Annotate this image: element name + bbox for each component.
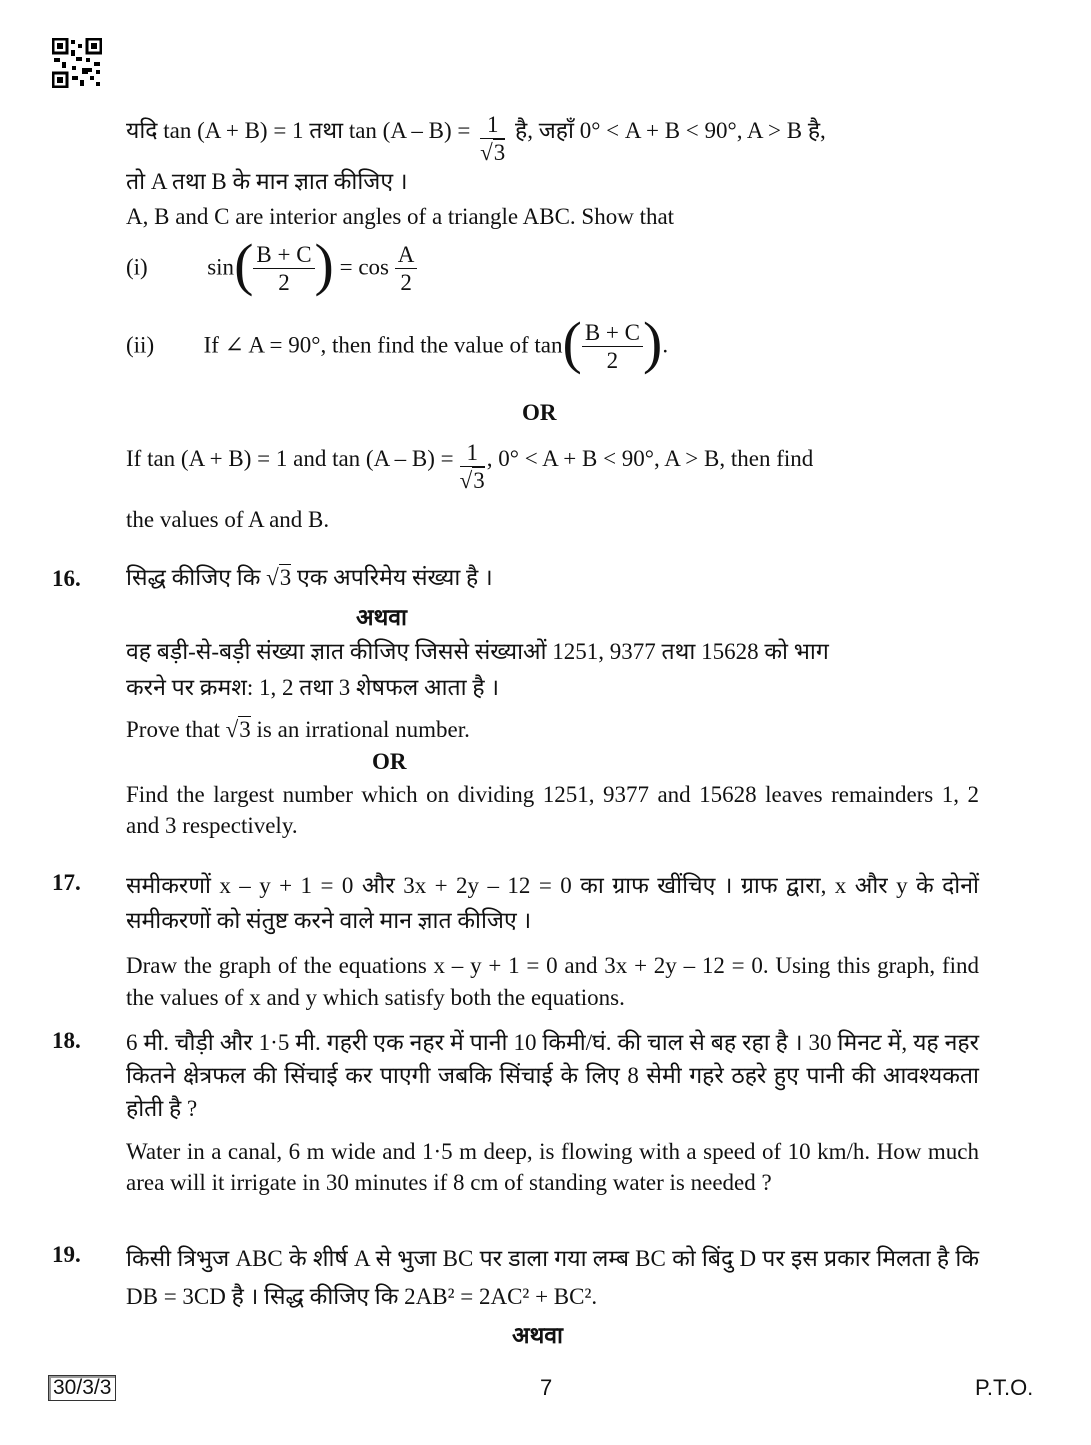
q18-number: 18. — [52, 1028, 81, 1053]
q17-number: 17. — [52, 870, 81, 895]
q16-athva: अथवा — [356, 605, 408, 630]
part-ii-text: If ∠ A = 90°, then find the value of tan — [203, 332, 563, 358]
q15-hindi-line1 — [126, 112, 826, 167]
q15-or-text-b: , 0° < A + B < 90°, A > B, then find — [486, 446, 814, 471]
page-number: 7 — [540, 1375, 553, 1400]
pto-label: P.T.O. — [975, 1375, 1034, 1400]
q15-hindi-text-b: है, जहाँ 0° < A + B < 90°, A > B है, — [515, 118, 826, 143]
or-fraction-denominator: 3 — [473, 468, 485, 493]
cos-denominator: 2 — [400, 269, 412, 295]
q16-english-sqrt: 3 — [239, 717, 251, 742]
q15-part-ii: (ii) If ∠ A = 90°, then find the value of tan( $\frac{B + C}{2}$ ). — [126, 310, 669, 375]
q15-hindi-text-a: यदि tan (A + B) = 1 तथा tan (A – B) = — [126, 118, 471, 143]
q15-part-i: (i) sin( $\frac{B + C}{2}$ ) = cos $\frac{A}{2}$ — [126, 240, 417, 298]
fraction-numerator: 1 — [480, 112, 505, 139]
part-ii-denominator: 2 — [606, 347, 619, 373]
q16-english-b: is an irrational number. — [256, 717, 470, 742]
or-fraction-numerator: 1 — [460, 440, 485, 467]
q15-or-line2: the values of A and B. — [126, 507, 330, 532]
q16-number: 16. — [52, 566, 81, 591]
part-ii-numerator: B + C — [582, 320, 643, 347]
q16-english-alt: Find the largest number which on dividing 1251, 9377 and 15628 leaves remainders 1, 2 and 3 respectively. — [126, 782, 979, 838]
fraction-denominator: 3 — [493, 140, 506, 165]
q16-hindi: सिद्ध कीजिए कि √3 एक अपरिमेय संख्या है । — [126, 565, 493, 590]
q18-english: Water in a canal, 6 m wide and 1·5 m deep, is flowing with a speed of 10 km/h. How much area will it irrigate in 30 minutes if 8 cm of standing water is needed ? — [126, 1139, 979, 1195]
q16-english-a: Prove that — [126, 717, 220, 742]
period: . — [662, 332, 669, 358]
q16-or: OR — [372, 749, 407, 774]
q17-hindi: समीकरणों x – y + 1 = 0 और 3x + 2y – 12 = 0 का ग्राफ खींचिए । ग्राफ द्वारा, x और y के दोनों समीकरणों को संतुष्ट करने वाले मान ज्ञात कीजिए । — [126, 873, 979, 933]
part-i-denominator: 2 — [278, 269, 290, 295]
q16-hindi-b: एक अपरिमेय संख्या है । — [297, 565, 493, 590]
q15-hindi-line2: तो A तथा B के मान ज्ञात कीजिए । — [126, 169, 408, 194]
q16-hindi-alt-line2: करने पर क्रमश: 1, 2 तथा 3 शेषफल आता है । — [126, 675, 500, 700]
q15-or-line1: If tan (A + B) = 1 and tan (A – B) = $\frac{1}{√3}$ , 0° < A + B < 90°, A > B, then find — [126, 440, 814, 493]
part-i-label: (i) — [126, 254, 148, 280]
part-i-numerator: B + C — [253, 242, 314, 269]
q15-or: OR — [522, 400, 557, 425]
q16-english: Prove that √3 is an irrational number. — [126, 717, 470, 742]
equals-cos-text: = cos — [339, 254, 390, 280]
q17-english: Draw the graph of the equations x – y + 1 = 0 and 3x + 2y – 12 = 0. Using this graph, find the values of x and y which satisfy both the equations. — [126, 953, 979, 1010]
paper-code: 30/3/3 — [48, 1375, 116, 1401]
sin-text: sin — [207, 254, 235, 280]
cos-numerator: A — [395, 242, 418, 269]
q19-hindi: किसी त्रिभुज ABC के शीर्ष A से भुजा BC पर डाला गया लम्ब BC को बिंदु D पर इस प्रकार मिलता है कि DB = 3CD है । सिद्ध कीजिए कि 2AB² = 2AC² + BC². — [126, 1246, 979, 1309]
q16-hindi-alt-line1: वह बड़ी-से-बड़ी संख्या ज्ञात कीजिए जिससे संख्याओं 1251, 9377 तथा 15628 को भाग — [126, 639, 829, 664]
q16-hindi-sqrt: 3 — [279, 565, 292, 590]
q16-hindi-a: सिद्ध कीजिए कि — [126, 565, 261, 590]
qr-code — [52, 38, 102, 88]
q15-english-intro: A, B and C are interior angles of a triangle ABC. Show that — [126, 204, 675, 229]
part-ii-label: (ii) — [126, 332, 155, 358]
q15-hindi-fraction: $\frac{1}{√3}$ — [480, 112, 506, 165]
q19-athva: अथवा — [512, 1323, 564, 1348]
q19-number: 19. — [52, 1242, 81, 1267]
q15-or-text-a: If tan (A + B) = 1 and tan (A – B) = — [126, 446, 454, 471]
q18-hindi: 6 मी. चौड़ी और 1·5 मी. गहरी एक नहर में पानी 10 किमी/घं. की चाल से बह रहा है । 30 मिनट में, यह नहर कितने क्षेत्रफल की सिंचाई कर पाएगी जबकि सिंचाई के लिए 8 सेमी गहरे ठहरे हुए पानी की आवश्यकता होती है ? — [126, 1030, 979, 1121]
